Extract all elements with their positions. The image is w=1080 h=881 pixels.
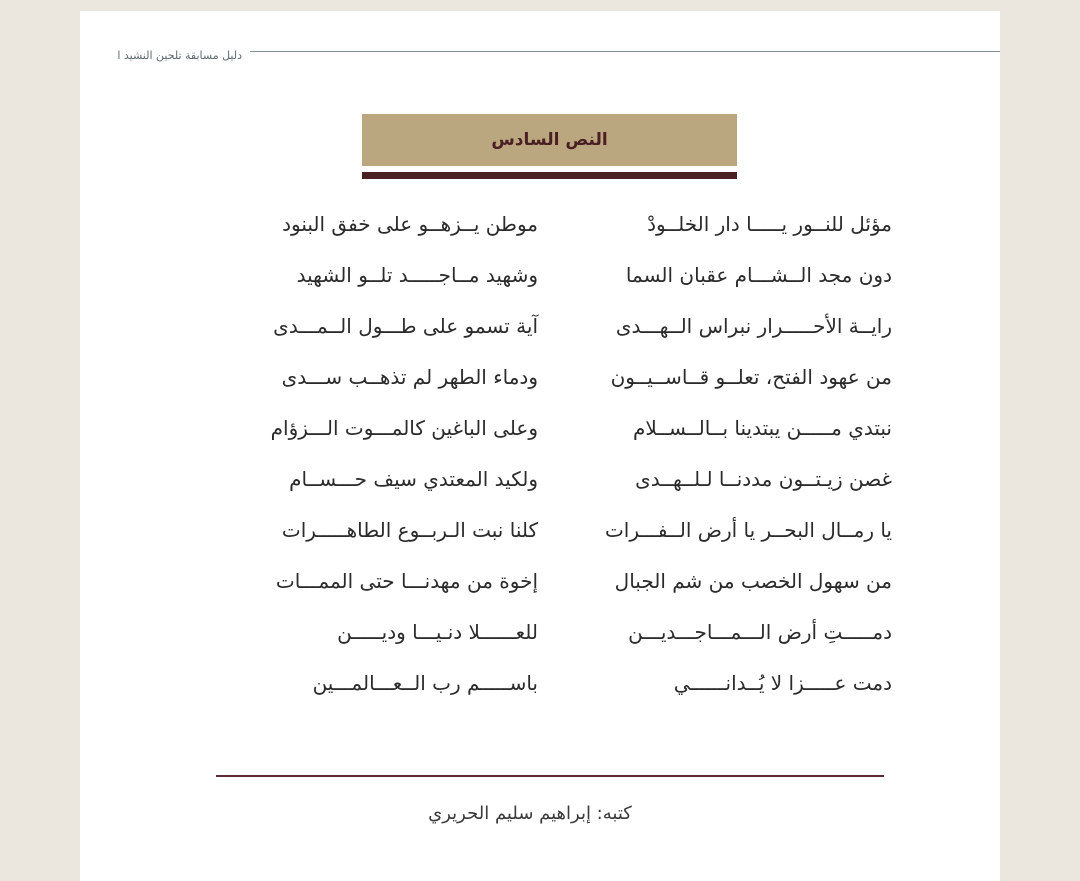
page-title: النص السادس [491,130,608,150]
verse-row [200,671,900,722]
second-hemistich: كلنا نبت الـربــوع الطاهـــــرات [281,518,538,542]
verse-row [200,263,900,314]
poem [200,212,900,722]
first-hemistich: رايــة الأحـــــرار نبراس الــهـــدى [615,314,892,338]
second-hemistich: باســـــم رب الــعـــالمـــين [312,671,538,695]
verse-row [200,467,900,518]
second-hemistich: وعلى الباغين كالمـــوت الـــزؤام [270,416,538,440]
verse-row [200,620,900,671]
title-underline [362,172,737,179]
second-hemistich: ولكيد المعتدي سيف حـــســام [289,467,538,491]
verse-row [200,518,900,569]
second-hemistich: موطن يــزهــو على خفق البنود [282,212,538,236]
first-hemistich: مؤئل للنــور يـــــا دار الخلــودْ [647,212,892,236]
first-hemistich: من سهول الخصب من شم الجبال [614,569,892,593]
verse-row [200,365,900,416]
author-credit: كتبه: إبراهيم سليم الحريري [428,803,632,824]
header-rule [250,51,1000,52]
second-hemistich: للعــــــلا دنـيـــا وديـــــن [337,620,538,644]
first-hemistich: نبتدي مـــــن يبتدينا بــالــســلام [633,416,892,440]
first-hemistich: دمـــــتِ أرض الـــمـــاجـــديـــن [628,620,892,644]
second-hemistich: ودماء الطهر لم تذهــب ســـدى [281,365,538,389]
running-header: دليل مسابقة تلحين النشيد ا [117,49,242,62]
verse-row [200,569,900,620]
first-hemistich: يا رمــال البحــر يا أرض الــفـــرات [604,518,892,542]
second-hemistich: إخوة من مهدنـــا حتى الممـــات [275,569,538,593]
first-hemistich: من عهود الفتح، تعلــو قــاســيــون [610,365,892,389]
verse-row [200,416,900,467]
first-hemistich: دون مجد الــشـــام عقبان السما [625,263,892,287]
first-hemistich: دمت عـــــزا لا يُــدانــــــي [673,671,892,695]
footer-rule [216,775,884,777]
first-hemistich: غصن زيـتــون مددنــا لـلــهــدى [635,467,892,491]
verse-row [200,212,900,263]
title-box [362,114,737,166]
second-hemistich: آية تسمو على طـــول الــمـــدى [273,314,538,338]
verse-row [200,314,900,365]
second-hemistich: وشهيد مــاجـــــد تلــو الشهيد [296,263,538,287]
